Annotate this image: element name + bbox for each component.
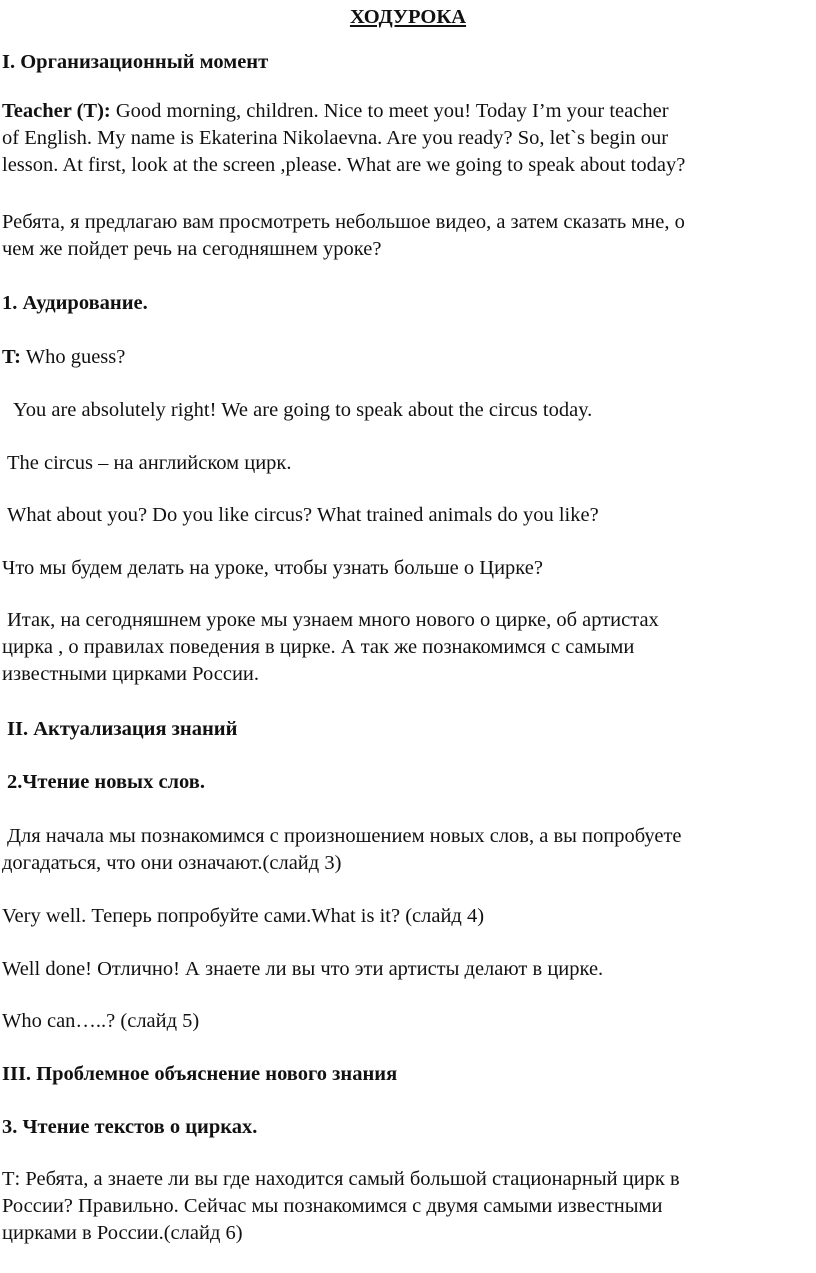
pronunciation-line-1: Для начала мы познакомимся с произношением новых слов, а вы попробуете <box>7 825 682 847</box>
pronunciation-paragraph <box>2 823 816 877</box>
reading-texts-heading: 3. Чтение текстов о цирках. <box>2 1116 258 1138</box>
very-well-line: Very well. Теперь попробуйте сами.What is it? (слайд 4) <box>2 905 485 927</box>
teacher-intro-line-3: lesson. At first, look at the screen ,please. What are we going to speak about today? <box>2 154 686 176</box>
t-label: T: <box>2 346 21 368</box>
video-line-1: Ребята, я предлагаю вам просмотреть небольшое видео, а затем сказать мне, о <box>2 211 685 233</box>
problem-explanation-heading: III. Проблемное объяснение нового знания <box>2 1063 398 1085</box>
itak-line-1: Итак, на сегодняшнем уроке мы узнаем много нового о цирке, об артистах <box>7 609 659 631</box>
teacher-intro-line-1 <box>2 98 816 125</box>
what-will-we-do-line: Что мы будем делать на уроке, чтобы узнать больше о Цирке? <box>2 557 543 579</box>
reading-words-heading: 2.Чтение новых слов. <box>7 771 205 793</box>
who-guess-text: Who guess? <box>20 346 126 368</box>
who-can-line: Who can…..? (слайд 5) <box>2 1010 200 1032</box>
org-moment-heading: I. Организационный момент <box>2 51 269 73</box>
teacher-intro-paragraph <box>2 98 816 179</box>
actualization-heading: II. Актуализация знаний <box>7 718 238 740</box>
listening-heading: 1. Аудирование. <box>2 292 148 314</box>
video-paragraph <box>2 209 816 263</box>
what-about-you-line: What about you? Do you like circus? What trained animals do you like? <box>7 504 599 526</box>
pronunciation-line-2: догадаться, что они означают.(слайд 3) <box>2 852 342 874</box>
teacher-label: Teacher (T): <box>2 100 111 122</box>
itak-paragraph <box>2 607 816 688</box>
itak-line-2: цирка , о правилах поведения в цирке. А так же познакомимся с самыми <box>2 636 635 658</box>
teacher-intro-line-1-text: Good morning, children. Nice to meet you! Today I’m your teacher <box>110 100 669 122</box>
final-paragraph <box>2 1166 816 1247</box>
document-title: ХОДУРОКА <box>349 6 467 28</box>
absolutely-right-line: You are absolutely right! We are going to speak about the circus today. <box>13 399 593 421</box>
final-line-3: цирками в России.(слайд 6) <box>2 1222 243 1244</box>
itak-line-3: известными цирками России. <box>2 663 260 685</box>
video-line-2: чем же пойдет речь на сегодняшнем уроке? <box>2 238 382 260</box>
teacher-intro-line-2: of English. My name is Ekaterina Nikolaevna. Are you ready? So, let`s begin our <box>2 127 669 149</box>
final-line-1: Т: Ребята, а знаете ли вы где находится самый большой стационарный цирк в <box>2 1168 680 1190</box>
who-guess-line <box>2 344 816 371</box>
the-circus-line: The circus – на английском цирк. <box>7 452 292 474</box>
final-line-2: России? Правильно. Сейчас мы познакомимся с двумя самыми известными <box>2 1195 663 1217</box>
well-done-line: Well done! Отлично! А знаете ли вы что эти артисты делают в цирке. <box>2 958 604 980</box>
